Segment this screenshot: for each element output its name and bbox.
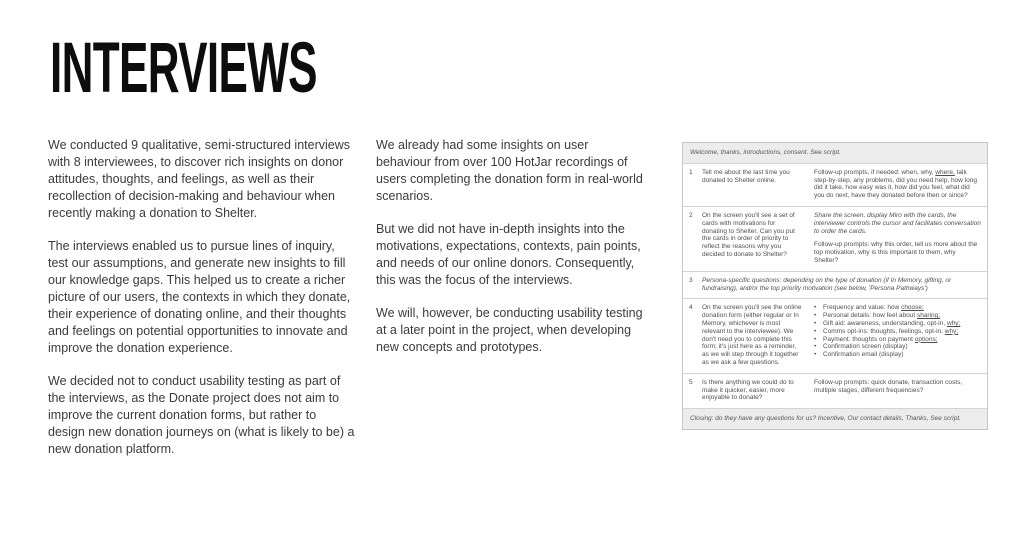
bullet-text [823, 343, 981, 351]
text-segment: Confirmation screen (display) [823, 343, 908, 351]
text-segment: talk step-by-step, any problems, did you need help, how long did it take, how easy was it, how did you feel, what did you do next, have they donated before then or since? [814, 168, 977, 200]
bullet-item [814, 328, 981, 336]
note-paragraph [814, 212, 981, 235]
row-question: Is there anything we could do to make it quicker, easier, more enjoyable to donate? [702, 378, 794, 402]
bullet-icon: • [814, 327, 817, 335]
row-question: Tell me about the last time you donated to Shelter online. [702, 168, 790, 184]
row-question: On the screen you'll see a set of cards with motivations for donating to Shelter. Can you put the cards in order of priority to reflect the reasons why you decided to donate to Shelter? [702, 211, 795, 258]
row-notes [814, 169, 981, 200]
bullet-text [823, 312, 981, 320]
text-segment: Follow-up prompts: quick donate, transaction costs, multiple stages, different frequencies? [814, 378, 963, 394]
script-table-footer: Closing: do they have any questions for us? Incentive, Our contact details, Thanks, See script. [683, 408, 987, 429]
text-segment: Comms opt-ins: thoughts, feelings, opt-in, [823, 327, 945, 335]
bullet-text [823, 351, 981, 359]
text-segment: Payment: thoughts on payment [823, 335, 915, 343]
link[interactable]: why; [946, 319, 961, 327]
paragraph: But we did not have in-depth insights into the motivations, expectations, contexts, pain points, and needs of our online donors. Consequently, this was the focus of the interviews. [376, 222, 641, 287]
bullet-item [814, 336, 981, 344]
link[interactable]: why; [944, 327, 959, 335]
script-table-row [683, 271, 987, 299]
note-paragraph [814, 241, 981, 264]
paragraph: We conducted 9 qualitative, semi-structured interviews with 8 interviewees, to discover rich insights on donor attitudes, thoughts, and feelings, as well as their recollection of decision-making and behaviour when recently making a donation to Shelter. [48, 138, 350, 220]
script-table-rows [683, 163, 987, 408]
text-segment: Follow-up prompts: why this order, tell us more about the top motivation, why is this important to them, why Shelter? [814, 241, 978, 264]
row-number: 5 [689, 378, 693, 386]
note-paragraph [814, 169, 981, 200]
row-notes [814, 212, 981, 265]
row-number: 2 [689, 211, 693, 219]
left-text-column [48, 137, 356, 458]
bullet-icon: • [814, 312, 817, 320]
bullet-icon: • [814, 319, 817, 327]
bullet-item [814, 304, 981, 312]
text-segment: Frequency and value: how [823, 304, 902, 312]
row-number: 4 [689, 304, 693, 312]
row-number: 3 [689, 276, 693, 284]
page-title: INTERVIEWS [50, 29, 317, 108]
paragraph: We will, however, be conducting usability testing at a later point in the project, when developing new concepts and prototypes. [376, 306, 643, 354]
bullet-icon: • [814, 343, 817, 351]
bullet-text [823, 304, 981, 312]
bullet-text [823, 320, 981, 328]
paragraph: The interviews enabled us to pursue lines of inquiry, test our assumptions, and generate new insights to fill our knowledge gaps. This helped us to create a richer picture of our users, the contexts in which they donate, their experience of donating online, and their thoughts and feelings on potential opportunities to innovate and improve the donation experience. [48, 239, 351, 355]
text-segment: Confirmation email (display) [823, 351, 904, 359]
link[interactable]: sharing; [916, 312, 941, 320]
middle-text-column [376, 137, 646, 356]
row-number: 1 [689, 168, 693, 176]
row-question: Persona-specific questions: depending on the type of donation (if In Memory, gifting, or fundraising), and/or the top priority motivation (see below, 'Persona Pathways') [702, 276, 952, 292]
paragraph: We decided not to conduct usability testing as part of the interviews, as the Donate project does not aim to improve the current donation forms, but rather to design new donation journeys on (what is likely to be) a new donation platform. [48, 374, 355, 456]
bullet-item [814, 351, 981, 359]
text-segment: Gift aid: awareness, understanding, opt-in, [823, 319, 947, 327]
bullet-text [823, 328, 981, 336]
script-table-row [683, 206, 987, 271]
link[interactable]: choose; [901, 304, 924, 312]
row-notes [814, 304, 981, 366]
script-table-row [683, 298, 987, 372]
row-notes [814, 379, 981, 402]
bullet-item [814, 312, 981, 320]
script-table-row [683, 373, 987, 408]
paragraph: We already had some insights on user behaviour from over 100 HotJar recordings of users completing the donation form in real-world scenarios. [376, 138, 643, 203]
text-segment: Follow-up prompts, if needed: when, why, [814, 168, 936, 176]
note-paragraph [814, 379, 981, 395]
bullet-item [814, 343, 981, 351]
bullet-icon: • [814, 351, 817, 359]
interview-script-table [682, 142, 988, 430]
script-table-row [683, 163, 987, 206]
row-question: On the screen you'll see the online donation form (either regular or In Memory, whichever is most relevant to the interviewee). We don't need you to complete this form; it's just here as a reminder, as we will step through it together as we ask a few questions. [702, 304, 802, 366]
text-segment: Share the screen, display Miro with the cards, the interviewer controls the cursor and facilitates conversation to order the cards. [814, 211, 981, 235]
bullet-icon: • [814, 304, 817, 312]
script-table-header: Welcome, thanks, introductions, consent. See script. [683, 143, 987, 163]
bullet-icon: • [814, 335, 817, 343]
link[interactable]: where, [935, 168, 955, 176]
text-segment: Personal details: how feel about [823, 312, 917, 320]
bullet-item [814, 320, 981, 328]
link[interactable]: options; [914, 335, 938, 343]
bullet-text [823, 336, 981, 344]
